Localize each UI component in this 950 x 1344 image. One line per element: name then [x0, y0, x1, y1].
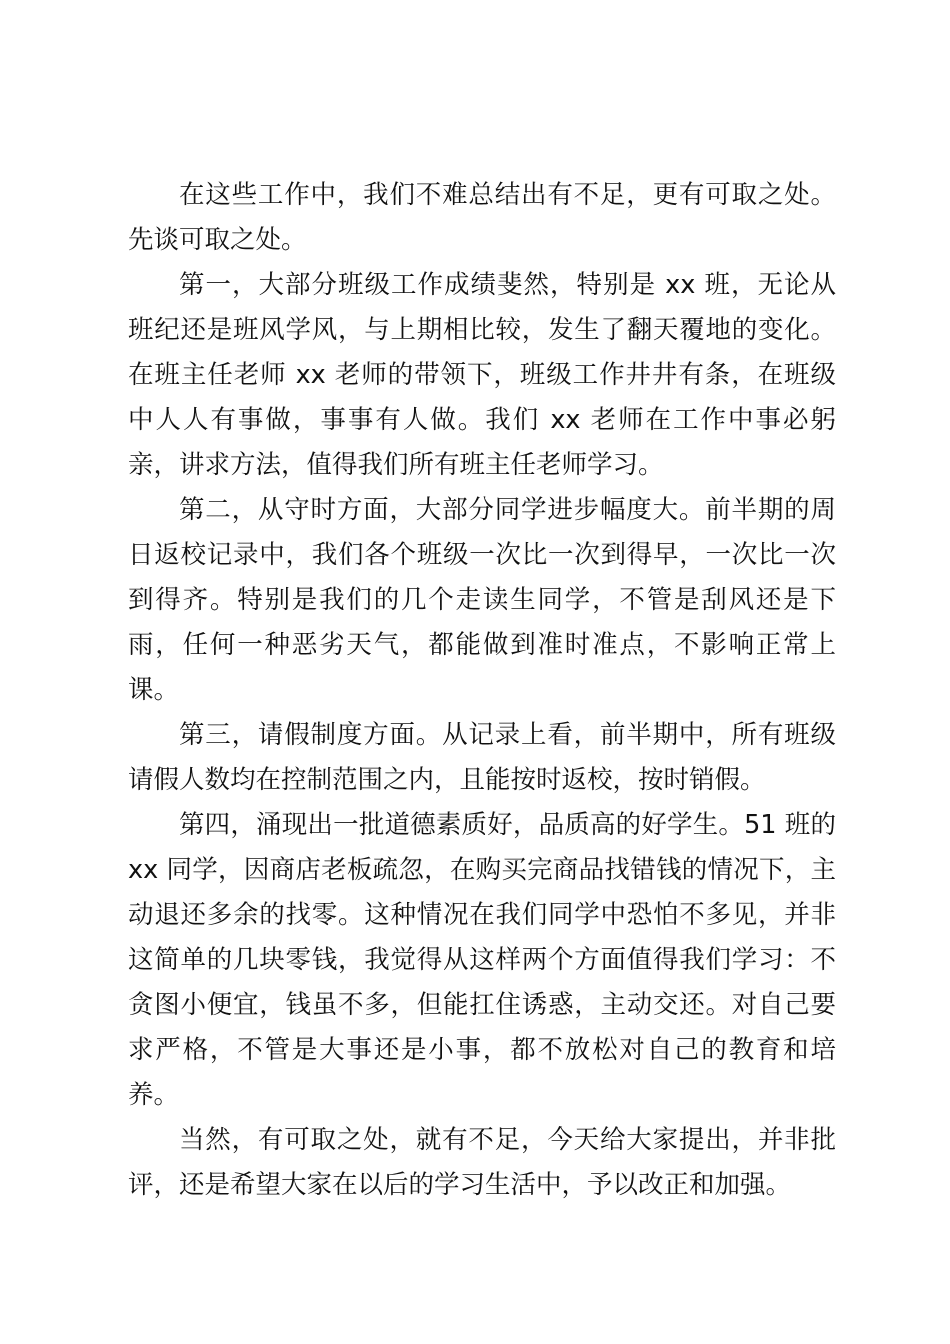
- paragraph-summary: 在这些工作中，我们不难总结出有不足，更有可取之处。先谈可取之处。: [128, 180, 836, 255]
- paragraph-point-one: 第一，大部分班级工作成绩斐然，特别是 xx 班，无论从班纪还是班风学风，与上期相比较，发生了翻天覆地的变化。在班主任老师 xx 老师的带领下，班级工作井井有条，在班级中人人有事做，事事有人做。我们 xx 老师在工作中事必躬亲，讲求方法，值得我们所有班主任老师学习。: [128, 270, 836, 480]
- document-body: [128, 173, 836, 1208]
- paragraph-point-four: 第四，涌现出一批道德素质好，品质高的好学生。51 班的 xx 同学，因商店老板疏忽，在购买完商品找错钱的情况下，主动退还多余的找零。这种情况在我们同学中恐怕不多见，并非这简单的几块零钱，我觉得从这样两个方面值得我们学习：不贪图小便宜，钱虽不多，但能扛住诱惑，主动交还。对自己要求严格，不管是大事还是小事，都不放松对自己的教育和培养。: [128, 810, 836, 1110]
- paragraph-conclusion: 当然，有可取之处，就有不足，今天给大家提出，并非批评，还是希望大家在以后的学习生活中，予以改正和加强。: [128, 1125, 836, 1200]
- paragraph-point-three: 第三，请假制度方面。从记录上看，前半期中，所有班级请假人数均在控制范围之内，且能按时返校，按时销假。: [128, 720, 836, 795]
- paragraph-point-two: 第二，从守时方面，大部分同学进步幅度大。前半期的周日返校记录中，我们各个班级一次比一次到得早，一次比一次到得齐。特别是我们的几个走读生同学，不管是刮风还是下雨，任何一种恶劣天气，都能做到准时准点，不影响正常上课。: [128, 495, 836, 705]
